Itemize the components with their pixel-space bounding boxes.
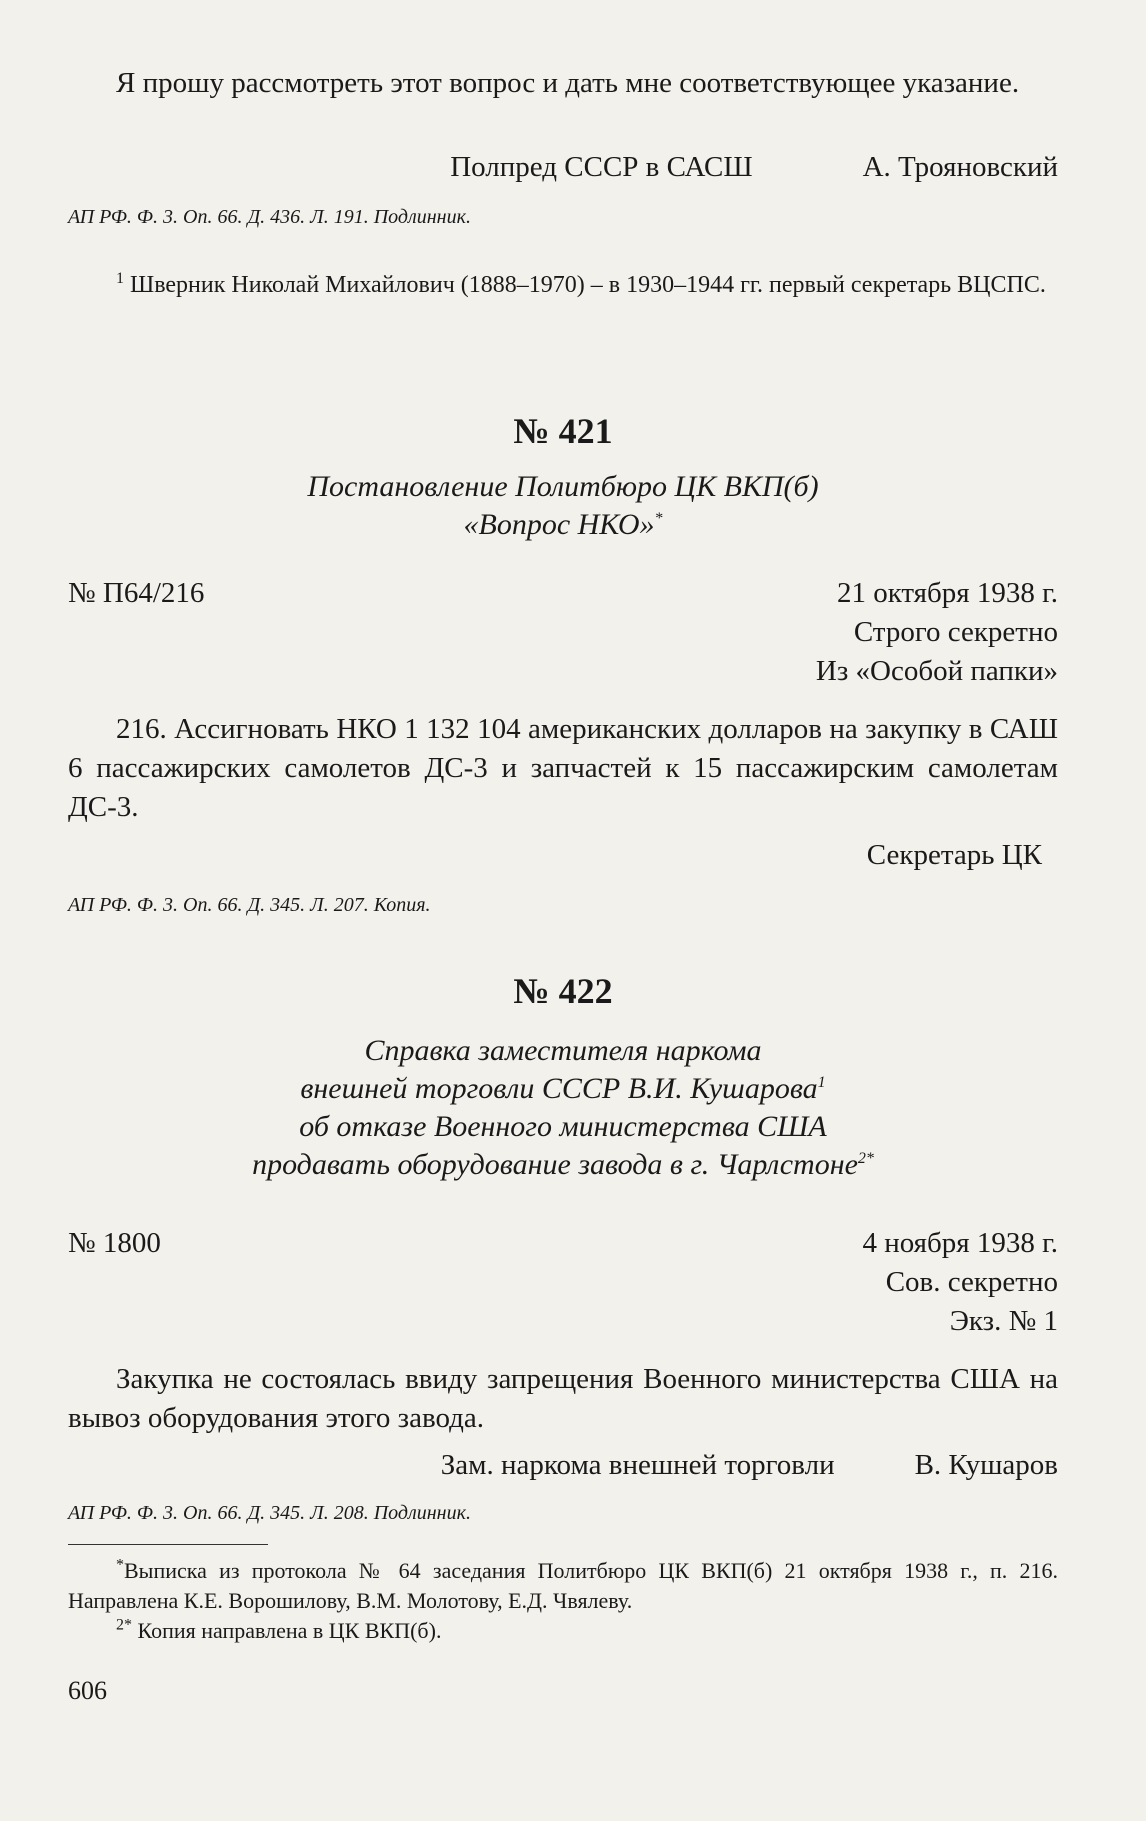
- signer-name: А. Трояновский: [862, 151, 1058, 183]
- special-folder-stamp: Из «Особой папки»: [815, 655, 1058, 687]
- signer-name: В. Кушаров: [914, 1449, 1058, 1481]
- heading-line: об отказе Военного министерства США: [299, 1110, 827, 1143]
- document-date: 4 ноября 1938 г.: [862, 1227, 1058, 1259]
- signer-title: Зам. наркома внешней торговли: [440, 1449, 835, 1481]
- document-number-422: № 422: [513, 971, 613, 1011]
- doc422-meta-row: [68, 1224, 1058, 1263]
- secrecy-stamp: Строго секретно: [853, 616, 1058, 648]
- heading-line: продавать оборудование завода в г. Чарлстоне$^{2*}$: [252, 1148, 874, 1181]
- report-text: Закупка не состоялась ввиду запрещения Военного министерства США на вывоз оборудования этого завода.: [68, 1363, 1058, 1434]
- document-heading-421: [68, 468, 1058, 544]
- closing-paragraph: Я прошу рассмотреть этот вопрос и дать мне соответствующее указание.: [116, 67, 1020, 99]
- archive-source: АП РФ. Ф. 3. Оп. 66. Д. 345. Л. 208. Подлинник.: [68, 1502, 471, 1524]
- heading-line: Постановление Политбюро ЦК ВКП(б): [307, 470, 819, 503]
- footnote-mark: *: [116, 1556, 124, 1574]
- registration-number: № 1800: [68, 1227, 161, 1259]
- archive-source: АП РФ. Ф. 3. Оп. 66. Д. 436. Л. 191. Подлинник.: [68, 206, 471, 228]
- heading-mark: 1: [817, 1074, 826, 1091]
- footnote-mark: 1: [116, 270, 124, 287]
- footnote-2: [68, 1616, 1058, 1646]
- heading-mark: *: [654, 510, 663, 527]
- copy-number: Экз. № 1: [949, 1305, 1058, 1337]
- document-heading-422: [68, 1032, 1058, 1184]
- footnote-mark: 2*: [116, 1616, 132, 1634]
- footnote-text: Копия направлена в ЦК ВКП(б).: [137, 1618, 442, 1643]
- secrecy-stamp: Сов. секретно: [885, 1266, 1058, 1298]
- signature-line: [68, 148, 1058, 187]
- heading-line: внешней торговли СССР В.И. Кушарова$^1$: [300, 1072, 826, 1105]
- doc421-meta-row: [68, 574, 1058, 613]
- document-number-421: № 421: [513, 411, 613, 451]
- footnote-shvernik: [68, 268, 1058, 302]
- signature-line: [68, 1446, 1058, 1485]
- resolution-text: 216. Ассигновать НКО 1 132 104 американских долларов на закупку в САШ 6 пассажирских самолетов ДС-3 и запчастей к 15 пассажирским самолетам ДС-3.: [68, 713, 1058, 823]
- document-date: 21 октября 1938 г.: [836, 577, 1058, 609]
- footnote-1: [68, 1556, 1058, 1616]
- heading-line: Справка заместителя наркома: [364, 1034, 762, 1067]
- archive-source: АП РФ. Ф. 3. Оп. 66. Д. 345. Л. 207. Копия.: [68, 894, 431, 916]
- registration-number: № П64/216: [68, 577, 205, 609]
- footnote-divider: [68, 1544, 268, 1545]
- heading-mark: 2*: [857, 1150, 874, 1167]
- page-number: 606: [68, 1676, 107, 1705]
- footnote-text: Выписка из протокола № 64 заседания Политбюро ЦК ВКП(б) 21 октября 1938 г., п. 216. Направлена К.Е. Ворошилову, В.М. Молотову, Е.Д. Чвялеву.: [68, 1558, 1058, 1613]
- heading-line: «Вопрос НКО»*: [463, 508, 663, 541]
- signer-title: Полпред СССР в САСШ: [450, 151, 753, 183]
- footnote-text: Шверник Николай Михайлович (1888–1970) – в 1930–1944 гг. первый секретарь ВЦСПС.: [130, 272, 1046, 298]
- signer: Секретарь ЦК: [866, 839, 1042, 871]
